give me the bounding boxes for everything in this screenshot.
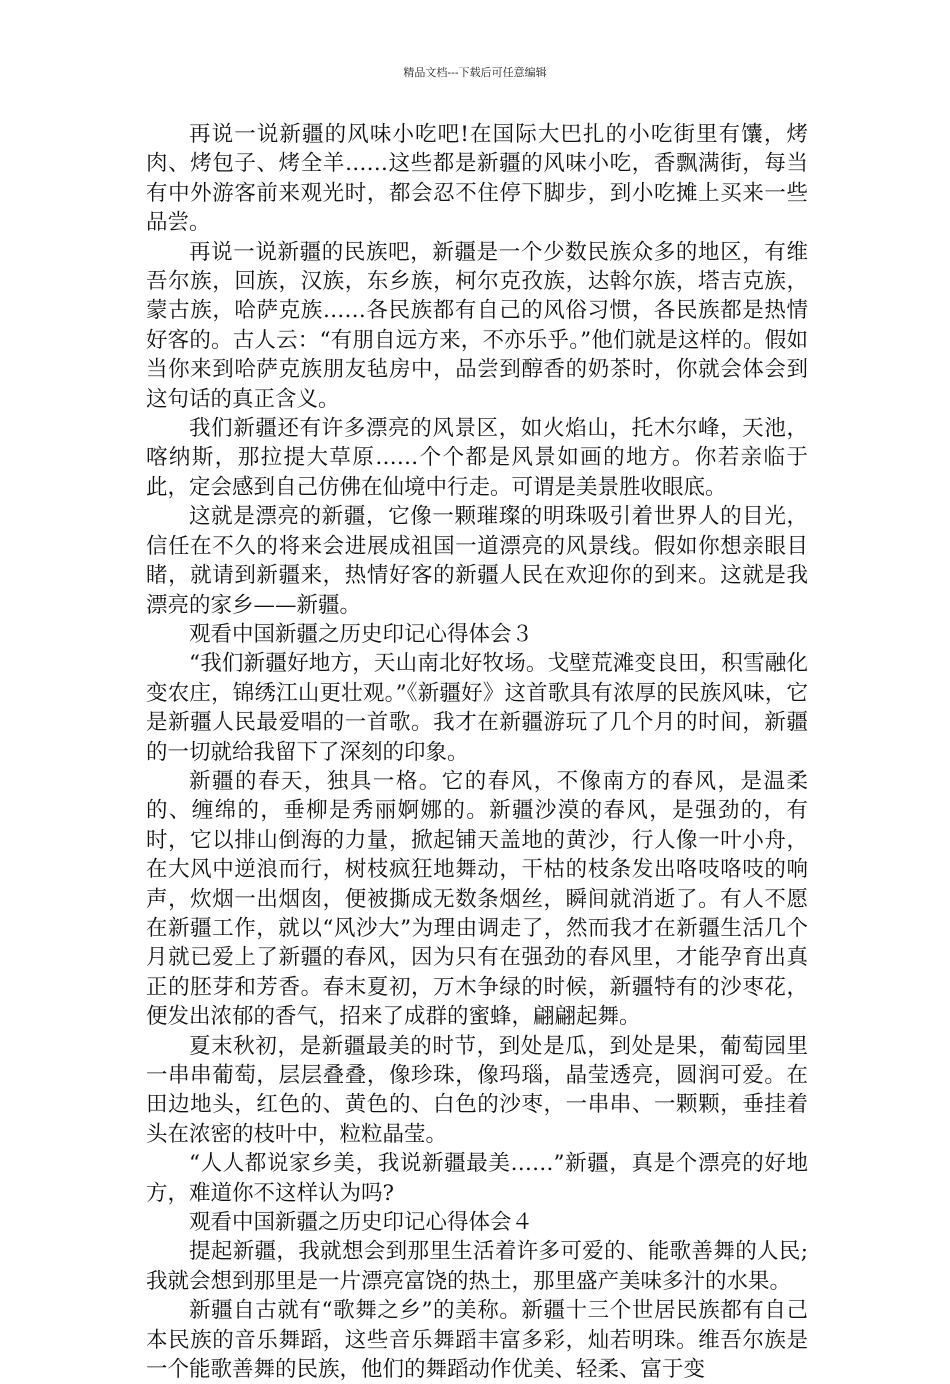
paragraph-song-dance: 新疆自古就有“歌舞之乡”的美称。新疆十三个世居民族都有自己本民族的音乐舞蹈，这些音乐舞蹈丰富多彩，灿若明珠。维吾尔族是一个能歌善舞的民族，他们的舞蹈动作优美、轻柔、富于变 [146,1298,808,1383]
page-header: 精品文档---下载后可任意编辑 [403,66,547,79]
paragraph-autumn: 夏末秋初，是新疆最美的时节，到处是瓜，到处是果，葡萄园里一串串葡萄，层层叠叠，像珍珠，像玛瑙，晶莹透亮，圆润可爱。在田边地头，红色的、黄色的、白色的沙枣，一串串、一颗颗，垂挂着头在浓密的枝叶中，粒粒晶莹。 [146,1033,808,1147]
paragraph-conclusion: 这就是漂亮的新疆，它像一颗璀璨的明珠吸引着世界人的目光，信任在不久的将来会进展成祖国一道漂亮的风景线。假如你想亲眼目睹，就请到新疆来，热情好客的新疆人民在欢迎你的到来。这就是我漂亮的家乡——新疆。 [146,504,808,618]
document-body [146,120,808,1384]
paragraph-people: 提起新疆，我就想会到那里生活着许多可爱的、能歌善舞的人民;我就会想到那里是一片漂亮富饶的热土，那里盛产美味多汁的水果。 [146,1239,808,1294]
section-heading-4: 观看中国新疆之历史印记心得体会４ [189,1210,534,1236]
paragraph-snacks: 再说一说新疆的风味小吃吧!在国际大巴扎的小吃街里有馕，烤肉、烤包子、烤全羊……这些都是新疆的风味小吃，香飘满街，每当有中外游客前来观光时，都会忍不住停下脚步，到小吃摊上买来一些品尝。 [146,122,808,236]
paragraph-spring: 新疆的春天，独具一格。它的春风，不像南方的春风，是温柔的、缠绵的，垂柳是秀丽婀娜的。新疆沙漠的春风，是强劲的，有时，它以排山倒海的力量，掀起铺天盖地的黄沙，行人像一叶小舟，在大风中逆浪而行，树枝疯狂地舞动，干枯的枝条发出咯吱咯吱的响声，炊烟一出烟囱，便被撕成无数条烟丝，瞬间就消逝了。有人不愿在新疆工作，就以“风沙大”为理由调走了，然而我才在新疆生活几个月就已爱上了新疆的春风，因为只有在强劲的春风里，才能孕育出真正的胚芽和芳香。春末夏初，万木争绿的时候，新疆特有的沙枣花，便发出浓郁的香气，招来了成群的蜜蜂，翩翩起舞。 [146,768,808,1030]
paragraph-scenic-areas: 我们新疆还有许多漂亮的风景区，如火焰山，托木尔峰，天池，喀纳斯，那拉提大草原……个个都是风景如画的地方。你若亲临于此，定会感到自己仿佛在仙境中行走。可谓是美景胜收眼底。 [146,416,808,500]
paragraph-hometown: “人人都说家乡美，我说新疆最美……”新疆，真是个漂亮的好地方，难道你不这样认为吗? [146,1151,808,1206]
paragraph-ethnic-groups: 再说一说新疆的民族吧，新疆是一个少数民族众多的地区，有维吾尔族，回族，汉族，东乡族，柯尔克孜族，达斡尔族，塔吉克族，蒙古族，哈萨克族……各民族都有自己的风俗习惯，各民族都是热情好客的。古人云：“有朋自远方来，不亦乐乎。”他们就是这样的。假如当你来到哈萨克族朋友毡房中，品尝到醇香的奶茶时，你就会体会到这句话的真正含义。 [146,239,808,412]
section-heading-3: 观看中国新疆之历史印记心得体会３ [189,621,534,647]
paragraph-song: “我们新疆好地方，天山南北好牧场。戈壁荒滩变良田，积雪融化变农庄，锦绣江山更壮观。”《新疆好》这首歌具有浓厚的民族风味，它是新疆人民最爱唱的一首歌。我才在新疆游玩了几个月的时间，新疆的一切就给我留下了深刻的印象。 [146,651,808,765]
